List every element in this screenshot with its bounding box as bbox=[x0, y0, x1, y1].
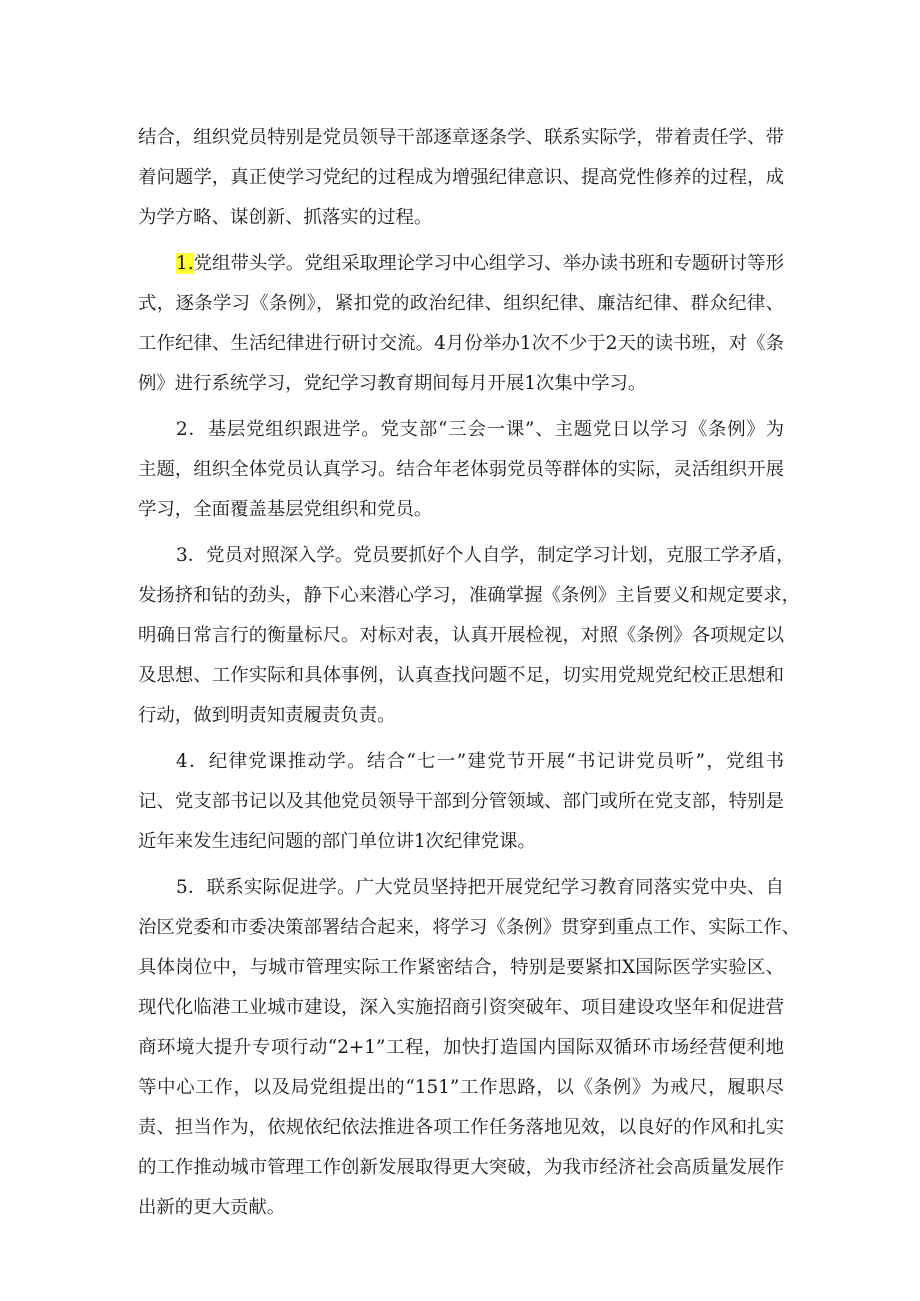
text-line: 4．纪律党课推动学。结合“七一”建党节开展“书记讲党员听”，党组书 bbox=[176, 751, 784, 772]
text-line: 商环境大提升专项行动“2+1”工程，加快打造国内国际双循环市场经营便利地 bbox=[138, 1037, 784, 1058]
text-line: 等中心工作，以及局党组提出的“151”工作思路，以《条例》为戒尺，履职尽 bbox=[138, 1077, 784, 1098]
paragraph-item-4 bbox=[138, 742, 784, 862]
text-line: 的工作推动城市管理工作创新发展取得更大突破，为我市经济社会高质量发展作 bbox=[138, 1157, 784, 1178]
text-line: 5．联系实际促进学。广大党员坚持把开展党纪学习教育同落实党中央、自 bbox=[176, 877, 784, 898]
text-line: 行动，做到明责知责履责负责。 bbox=[138, 705, 396, 726]
text-line-body: 党组带头学。党组采取理论学习中心组学习、举办读书班和专题研讨等形 bbox=[193, 253, 784, 274]
highlighted-item-number: 1. bbox=[176, 253, 194, 274]
paragraph-item-5 bbox=[138, 868, 801, 1228]
text-line: 式，逐条学习《条例》，紧扣党的政治纪律、组织纪律、廉洁纪律、群众纪律、 bbox=[138, 293, 784, 314]
text-line: 工作纪律、生活纪律进行研讨交流。4月份举办1次不少于2天的读书班，对《条 bbox=[138, 333, 784, 354]
paragraph-item-2 bbox=[138, 410, 784, 530]
text-line: 发扬挤和钻的劲头，静下心来潜心学习，准确掌握《条例》主旨要义和规定要求， bbox=[138, 585, 801, 606]
text-line: 学习，全面覆盖基层党组织和党员。 bbox=[138, 499, 433, 520]
text-line: 治区党委和市委决策部署结合起来，将学习《条例》贯穿到重点工作、实际工作、 bbox=[138, 917, 801, 938]
text-line: 为学方略、谋创新、抓落实的过程。 bbox=[138, 207, 433, 228]
text-line bbox=[138, 244, 784, 284]
text-line: 着问题学，真正使学习党纪的过程成为增强纪律意识、提高党性修养的过程，成 bbox=[138, 167, 784, 188]
text-line: 近年来发生违纪问题的部门单位讲1次纪律党课。 bbox=[138, 831, 536, 852]
text-line: 例》进行系统学习，党纪学习教育期间每月开展1次集中学习。 bbox=[138, 373, 647, 394]
text-line: 具体岗位中，与城市管理实际工作紧密结合，特别是要紧扣X国际医学实验区、 bbox=[138, 957, 784, 978]
text-line: 责、担当作为，依规依纪依法推进各项工作任务落地见效，以良好的作风和扎实 bbox=[138, 1117, 784, 1138]
text-line: 3．党员对照深入学。党员要抓好个人自学，制定学习计划，克服工学矛盾， bbox=[176, 545, 795, 566]
paragraph-item-1 bbox=[138, 244, 784, 404]
paragraph-item-3 bbox=[138, 536, 801, 736]
text-line: 结合，组织党员特别是党员领导干部逐章逐条学、联系实际学，带着责任学、带 bbox=[138, 127, 784, 148]
text-line: 主题，组织全体党员认真学习。结合年老体弱党员等群体的实际，灵活组织开展 bbox=[138, 459, 784, 480]
text-line: 2．基层党组织跟进学。党支部“三会一课”、主题党日以学习《条例》为 bbox=[176, 419, 784, 440]
document-body bbox=[138, 118, 801, 1234]
paragraph-intro-continuation bbox=[138, 118, 784, 238]
text-line: 记、党支部书记以及其他党员领导干部到分管领域、部门或所在党支部，特别是 bbox=[138, 791, 784, 812]
text-line: 及思想、工作实际和具体事例，认真查找问题不足，切实用党规党纪校正思想和 bbox=[138, 665, 784, 686]
text-line: 出新的更大贡献。 bbox=[138, 1197, 286, 1218]
text-line: 现代化临港工业城市建设，深入实施招商引资突破年、项目建设攻坚年和促进营 bbox=[138, 997, 784, 1018]
text-line: 明确日常言行的衡量标尺。对标对表，认真开展检视，对照《条例》各项规定以 bbox=[138, 625, 784, 646]
